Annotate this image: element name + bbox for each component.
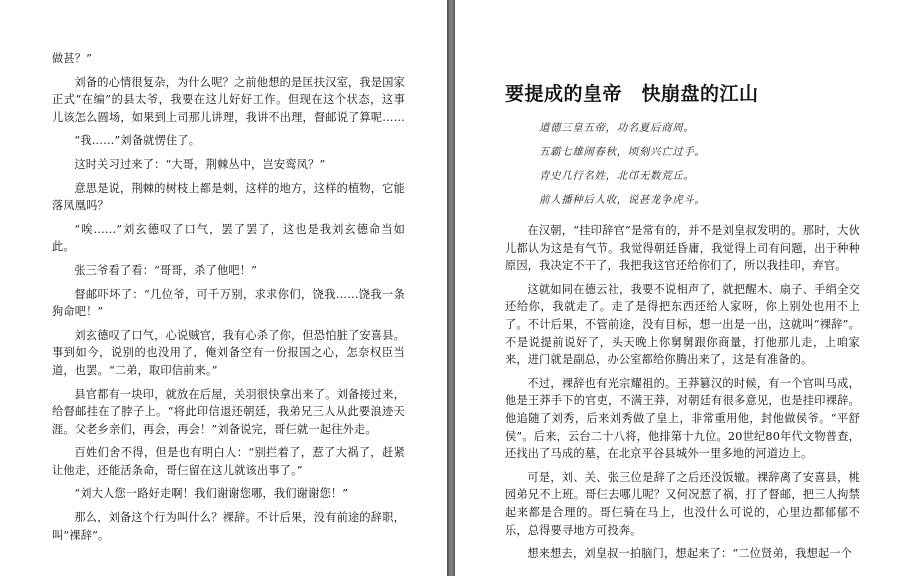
paragraph: 百姓们舍不得，但是也有明白人：“别拦着了，惹了大祸了，赶紧让他走，还能活条命，哥仨留在这儿就该出事了。”	[52, 446, 405, 477]
paragraph: 刘玄德叹了口气，心说贼官，我有心杀了你，但恐怕脏了安喜县。事到如今，说别的也没用了，俺刘备空有一份报国之心，怎奈权臣当道，也罢。“二弟，取印信前来。”	[52, 328, 405, 377]
chapter-poem	[539, 116, 860, 212]
paragraph: 意思是说，荆棘的树枝上都是刺，这样的地方，这样的植物，它能落凤凰吗？	[52, 181, 405, 213]
poem-line: 道德三皇五帝，功名夏后商周。	[539, 122, 695, 134]
paragraph: 在汉朝，“挂印辞官”是常有的，并不是刘皇叔发明的。那时，大伙儿都认为这是有气节。我觉得朝廷昏庸，我觉得上司有问题，出于种种原因，我决定不干了，我把我这官还给你们了，所以我挂印，弃官。	[505, 224, 860, 273]
paragraph: 那么，刘备这个行为叫什么？裸辞。不计后果，没有前途的辞职，叫“裸辞”。	[52, 511, 405, 542]
paragraph: 刘备的心情很复杂，为什么呢？之前他想的是匡扶汉室，我是国家正式“在编”的县太爷，我要在这儿好好工作。但现在这个状态，这事儿该怎么圆场，如果到上司那儿讲理，我讲不出理，督邮说了算呢……	[52, 75, 406, 124]
paragraph: 张三爷看了看：“哥哥，杀了他吧！”	[74, 263, 258, 277]
poem-line: 五霸七雄闹春秋，顷刻兴亡过手。	[539, 146, 706, 158]
paragraph: 督邮吓坏了：“几位爷，可千万别，求求你们，饶我……饶我一条狗命吧！”	[52, 287, 405, 319]
paragraph: 不过，裸辞也有光宗耀祖的。王莽篡汉的时候，有一个官叫马成，他是王莽手下的官吏，不满王莽，对朝廷有很多意见，也是挂印裸辞。他追随了刘秀，后来刘秀做了皇上，非常重用他，封他做侯爷。“平舒侯”。后来，云台二十八将，他排第十九位。20世纪80年代文物普查，还找出了马成的墓，在北京平谷县城外一里多地的河道边上。	[505, 376, 860, 461]
poem-line: 青史几行名姓，北邙无数荒丘。	[539, 170, 695, 182]
left-page	[0, 0, 447, 576]
paragraph: “刘大人您一路好走啊！我们谢谢您哪，我们谢谢您！”	[74, 487, 349, 501]
poem-line: 前人播种后人收，说甚龙争虎斗。	[539, 194, 706, 206]
page-gutter	[447, 0, 455, 576]
paragraph: 这就如同在德云社，我要不说相声了，就把醒木、扇子、手绢全交还给你，我就走了。走了是得把东西还给人家呀，你上别处也用不上了。不计后果，不管前途，没有目标，想一出是一出，这就叫“裸辞”。不是说提前说好了，头天晚上你舅舅跟你商量，打他那儿走，上咱家来，进门就是副总，办公室都给你腾出来了，这是有准备的。	[505, 282, 860, 367]
paragraph: “我……”刘备就愣住了。	[74, 134, 201, 148]
paragraph: 这时关习过来了：“大哥，荆棘丛中，岂安鸾凤？”	[74, 157, 326, 171]
chapter-title: 要提成的皇帝 快崩盘的江山	[505, 83, 759, 105]
paragraph: 县官都有一块印，就放在后屋，关羽很快拿出来了。刘备接过来，给督邮挂在了脖子上。“将此印信退还朝廷，我弟兄三人从此要浪迹天涯。父老乡亲们，再会，再会！”刘备说完，哥仨就一起往外走。	[52, 387, 405, 436]
right-page	[455, 0, 900, 576]
paragraph: 可是，刘、关、张三位是辞了之后还没饭辙。裸辞离了安喜县，桃园弟兄不上班。哥仨去哪儿呢？又何况惹了祸，打了督邮，把三人拘禁起来都是合理的。哥仨骑在马上，也没什么可说的，心里边都郁郁不乐，总得要寻地方可投奔。	[505, 470, 860, 537]
paragraph: 想来想去，刘皇叔一拍脑门，想起来了：“二位贤弟，我想起一个	[527, 547, 853, 561]
paragraph: 做甚？”	[52, 52, 93, 65]
paragraph: “唉……”刘玄德叹了口气，罢了罢了，这也是我刘玄德命当如此。	[52, 222, 405, 254]
